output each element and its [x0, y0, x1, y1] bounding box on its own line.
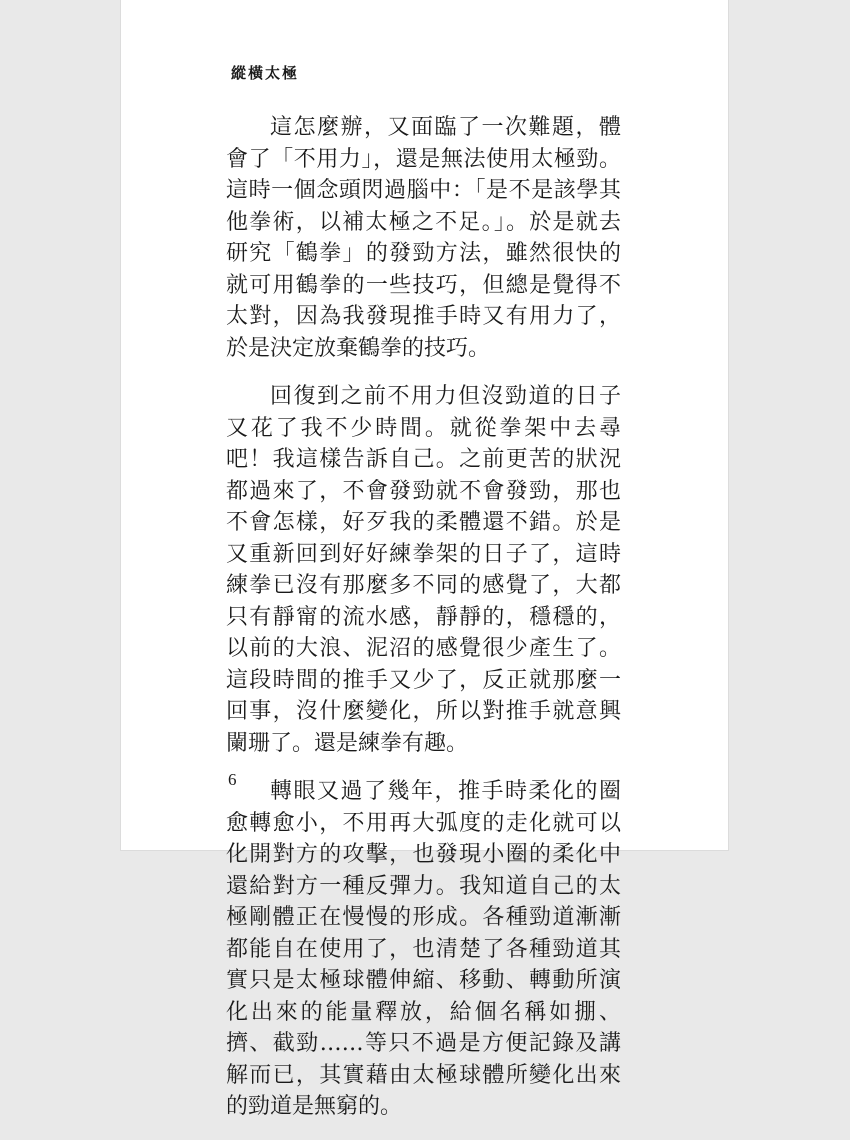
paragraph: 回復到之前不用力但沒勁道的日子又花了我不少時間。就從拳架中去尋吧！我這樣告訴自己。之前更苦的狀況都過來了，不會發勁就不會發勁，那也不會怎樣，好歹我的柔體還不錯。於是又重新回到好好練拳架的日子了，這時練拳已沒有那麼多不同的感覺了，大都只有靜甯的流水感，靜靜的，穩穩的，以前的大浪、泥沼的感覺很少產生了。這段時間的推手又少了，反正就那麼一回事，沒什麼變化，所以對推手就意興闌珊了。還是練拳有趣。	[226, 384, 621, 756]
running-head: 縱橫太極	[231, 64, 300, 82]
body-text	[226, 112, 621, 1140]
page-number: 6	[228, 770, 237, 789]
book-page	[121, 0, 728, 1119]
paragraph: 這怎麼辦，又面臨了一次難題，體會了「不用力」，還是無法使用太極勁。這時一個念頭閃過腦中：「是不是該學其他拳術，以補太極之不足。」。於是就去研究「鶴拳」的發勁方法，雖然很快的就可用鶴拳的一些技巧，但總是覺得不太對，因為我發現推手時又有用力了，於是決定放棄鶴拳的技巧。	[226, 115, 621, 361]
paragraph: 轉眼又過了幾年，推手時柔化的圈愈轉愈小，不用再大弧度的走化就可以化開對方的攻擊，也發現小圈的柔化中還給對方一種反彈力。我知道自己的太極剛體正在慢慢的形成。各種勁道漸漸都能自在使用了，也清楚了各種勁道其實只是太極球體伸縮、移動、轉動所演化出來的能量釋放，給個名稱如掤、擠、截勁……等只不過是方便記錄及講解而已，其實藉由太極球體所變化出來的勁道是無窮的。	[226, 779, 621, 1119]
